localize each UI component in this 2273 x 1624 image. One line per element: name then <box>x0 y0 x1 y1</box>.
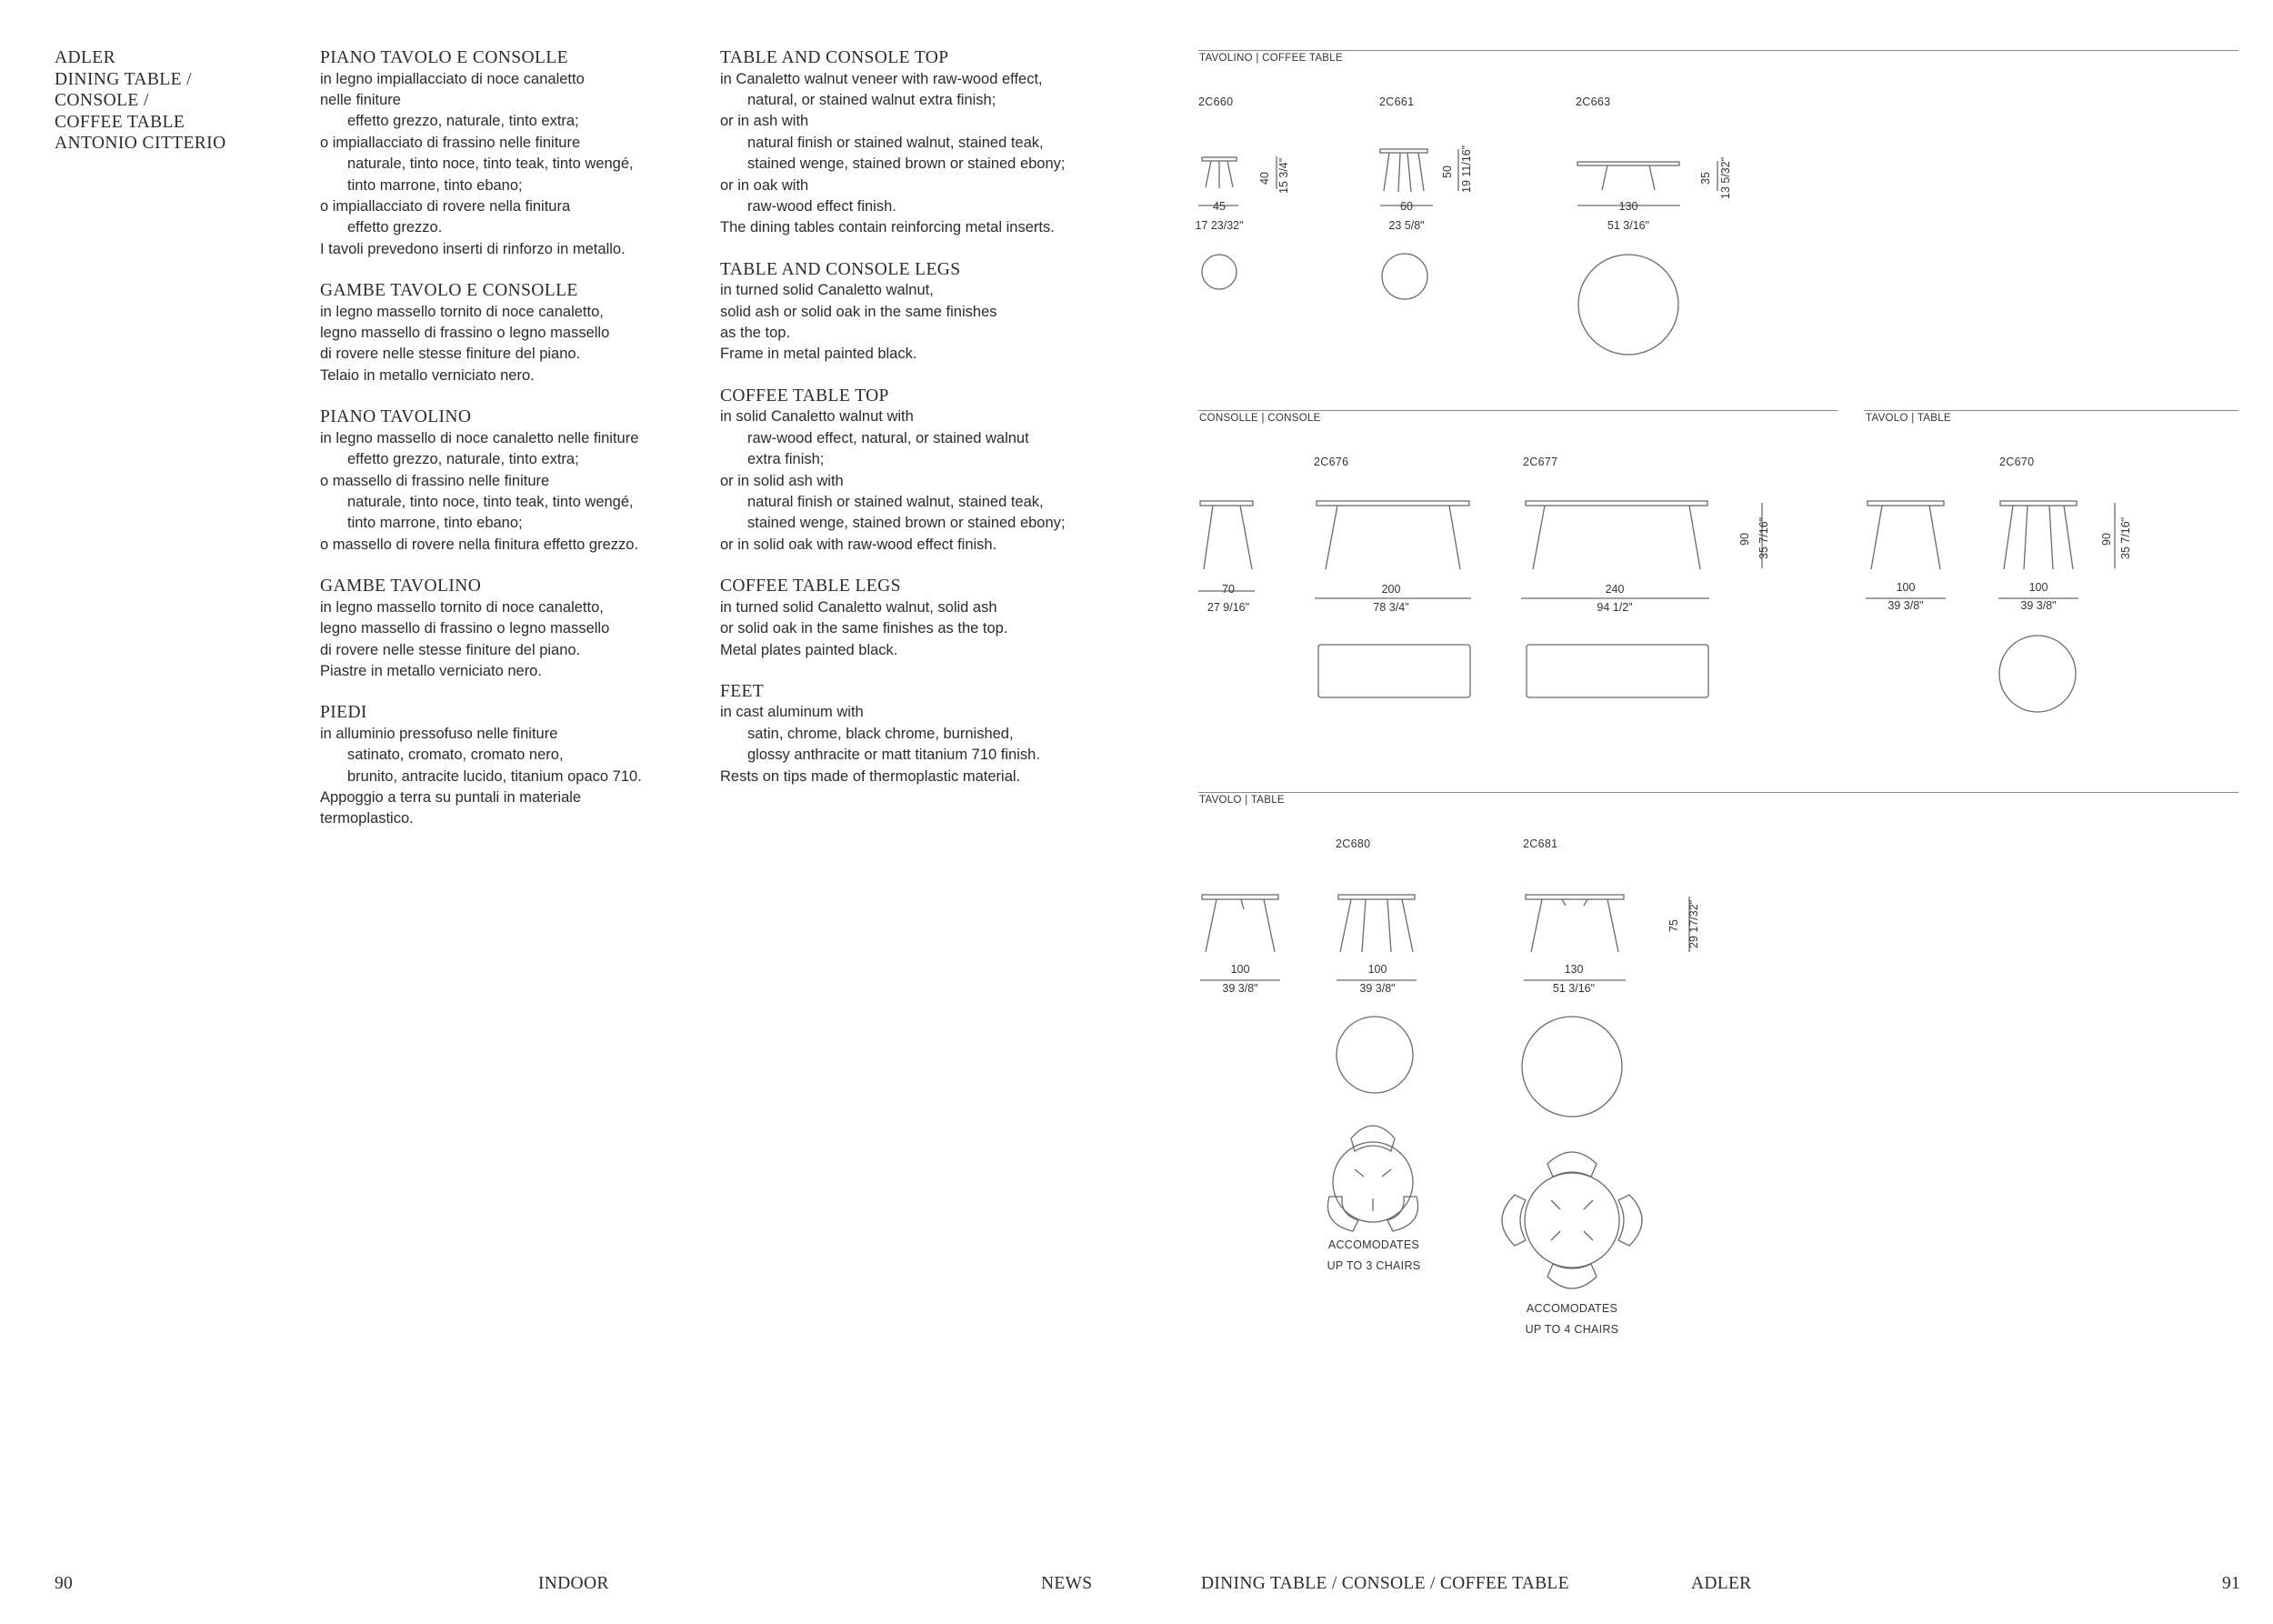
console-2c676-elevation <box>1315 501 1471 697</box>
spec-section-title: TABLE AND CONSOLE TOP <box>720 48 949 67</box>
width-cm: 130 <box>1564 963 1584 976</box>
console-2c677-elevation <box>1521 501 1762 697</box>
spec-line: glossy anthracite or matt titanium 710 finish. <box>747 747 1040 764</box>
height-in: 19 11/16" <box>1460 145 1473 193</box>
spec-line: stained wenge, stained brown or stained ebony; <box>747 155 1066 173</box>
spec-line: nelle finiture <box>320 91 401 108</box>
width-cm: 200 <box>1381 583 1401 596</box>
spec-line: effetto grezzo. <box>347 219 443 236</box>
spec-line: in turned solid Canaletto walnut, <box>720 282 934 299</box>
product-title-line: DINING TABLE / <box>55 69 192 89</box>
dining-table-2c680-plan <box>1337 1017 1413 1093</box>
product-title-line: COFFEE TABLE <box>55 112 185 132</box>
spec-section-title: GAMBE TAVOLO E CONSOLLE <box>320 281 578 301</box>
coffee-table-2c660-plan <box>1202 255 1237 289</box>
spec-line: naturale, tinto noce, tinto teak, tinto wengé, <box>347 155 634 173</box>
footer-tag: NEWS <box>1041 1574 1093 1593</box>
spec-line: or in solid oak with raw-wood effect finish. <box>720 536 997 553</box>
section-rule-console <box>1198 410 1837 411</box>
spec-section-title: TABLE AND CONSOLE LEGS <box>720 259 961 279</box>
spec-line: Piastre in metallo verniciato nero. <box>320 662 542 679</box>
width-in: 39 3/8" <box>1222 982 1258 995</box>
spec-line: raw-wood effect finish. <box>747 197 896 215</box>
width-in: 23 5/8" <box>1388 219 1425 232</box>
spec-line: natural finish or stained walnut, stained teak, <box>747 134 1044 151</box>
width-cm: 45 <box>1213 200 1226 213</box>
product-code: 2C663 <box>1576 95 1611 108</box>
table-2c670-plan <box>1999 636 2076 712</box>
spec-line: Frame in metal painted black. <box>720 346 917 363</box>
width-cm: 70 <box>1222 583 1235 596</box>
spec-line: stained wenge, stained brown or stained ebony; <box>747 515 1066 532</box>
spec-line: I tavoli prevedono inserti di rinforzo in metallo. <box>320 240 626 257</box>
accommodates-line: ACCOMODATES <box>1327 1238 1420 1251</box>
height-cm: 50 <box>1441 165 1454 178</box>
console-category: CONSOLLE | CONSOLE <box>1199 413 1321 424</box>
product-code: 2C680 <box>1336 837 1371 850</box>
spec-line: The dining tables contain reinforcing metal inserts. <box>720 219 1055 236</box>
height-cm: 40 <box>1258 172 1271 185</box>
width-cm: 240 <box>1605 583 1625 596</box>
spec-line: di rovere nelle stesse finiture del piano. <box>320 641 581 658</box>
spec-line: natural finish or stained walnut, stained teak, <box>747 494 1044 510</box>
height-cm: 90 <box>1738 533 1751 546</box>
spec-line: legno massello di frassino o legno massello <box>320 325 610 342</box>
spec-line: satinato, cromato, cromato nero, <box>347 747 564 764</box>
width-cm: 100 <box>1230 963 1250 976</box>
coffee-table-category: TAVOLINO | COFFEE TABLE <box>1199 53 1343 64</box>
width-in: 39 3/8" <box>1887 599 1924 612</box>
width-in: 39 3/8" <box>1359 982 1396 995</box>
product-title-line: ADLER <box>55 48 115 67</box>
footer-category: DINING TABLE / CONSOLE / COFFEE TABLE <box>1201 1574 1569 1593</box>
coffee-table-2c661-plan <box>1382 254 1427 299</box>
spec-line: o massello di frassino nelle finiture <box>320 472 550 489</box>
height-cm: 35 <box>1699 172 1712 185</box>
height-cm: 75 <box>1667 919 1680 932</box>
product-title-line: CONSOLE / <box>55 91 149 110</box>
product-code: 2C677 <box>1523 456 1558 468</box>
spec-line: in legno impiallacciato di noce canaletto <box>320 70 585 87</box>
spec-line: tinto marrone, tinto ebano; <box>347 176 523 194</box>
spec-line: termoplastico. <box>320 810 414 827</box>
spec-line: legno massello di frassino o legno massello <box>320 620 610 637</box>
width-in: 78 3/4" <box>1373 601 1409 614</box>
footer-product: ADLER <box>1691 1574 1752 1593</box>
spec-line: effetto grezzo, naturale, tinto extra; <box>347 113 579 130</box>
spec-section-title: PIANO TAVOLO E CONSOLLE <box>320 48 568 67</box>
accommodates-line: UP TO 4 CHAIRS <box>1525 1323 1619 1336</box>
width-in: 17 23/32" <box>1195 219 1244 232</box>
three-chair-layout <box>1327 1126 1417 1231</box>
spec-line: di rovere nelle stesse finiture del piano. <box>320 346 581 363</box>
product-code: 2C670 <box>1999 456 2035 468</box>
accommodates-line: ACCOMODATES <box>1526 1302 1618 1315</box>
width-cm: 100 <box>2028 581 2048 594</box>
width-cm: 130 <box>1618 200 1638 213</box>
width-cm: 100 <box>1896 581 1916 594</box>
page-number-right: 91 <box>2222 1574 2241 1593</box>
section-rule-table-high <box>1864 410 2238 411</box>
coffee-table-2c663-elevation <box>1577 161 1717 206</box>
spec-line: naturale, tinto noce, tinto teak, tinto wengé, <box>347 494 634 510</box>
spec-line: natural, or stained walnut extra finish; <box>747 91 996 108</box>
spec-line: or in oak with <box>720 176 809 194</box>
spec-section-title: COFFEE TABLE LEGS <box>720 576 901 596</box>
spec-line: o massello di rovere nella finitura effetto grezzo. <box>320 536 639 553</box>
width-in: 94 1/2" <box>1597 601 1633 614</box>
footer-section: INDOOR <box>538 1574 609 1593</box>
spec-section-title: PIEDI <box>320 703 367 723</box>
spec-section-title: GAMBE TAVOLINO <box>320 576 482 596</box>
table-category: TAVOLO | TABLE <box>1199 795 1285 806</box>
height-in: 35 7/16" <box>2119 516 2132 559</box>
width-in: 27 9/16" <box>1207 601 1250 614</box>
accommodates-3-chairs <box>1300 1235 1447 1277</box>
height-cm: 90 <box>2100 533 2113 546</box>
height-in: 35 7/16" <box>1757 516 1770 559</box>
spec-line: extra finish; <box>747 451 825 468</box>
console-side-elevation <box>1198 501 1255 591</box>
spec-line: solid ash or solid oak in the same finishes <box>720 303 997 320</box>
dining-table-2c681-plan <box>1522 1017 1622 1117</box>
table-high-category: TAVOLO | TABLE <box>1866 413 1951 424</box>
spec-line: Telaio in metallo verniciato nero. <box>320 366 535 384</box>
spec-section-title: FEET <box>720 681 765 701</box>
width-in: 51 3/16" <box>1607 219 1650 232</box>
product-title-line: ANTONIO CITTERIO <box>55 134 226 153</box>
accommodates-4-chairs <box>1498 1298 1646 1340</box>
spec-line: brunito, antracite lucido, titanium opaco 710. <box>347 767 642 785</box>
product-code: 2C660 <box>1198 95 1234 108</box>
spec-line: in legno massello tornito di noce canaletto, <box>320 598 604 616</box>
width-in: 51 3/16" <box>1552 982 1596 995</box>
spec-line: o impiallacciato di frassino nelle finiture <box>320 134 581 151</box>
section-rule-coffee <box>1198 50 2238 51</box>
product-code: 2C676 <box>1314 456 1349 468</box>
page-number-left: 90 <box>55 1574 74 1593</box>
spec-line: o impiallacciato di rovere nella finitura <box>320 197 571 215</box>
spec-line: Rests on tips made of thermoplastic material. <box>720 767 1021 785</box>
spec-line: in solid Canaletto walnut with <box>720 408 914 426</box>
spec-line: effetto grezzo, naturale, tinto extra; <box>347 451 579 468</box>
spec-line: in cast aluminum with <box>720 704 864 721</box>
height-in: 13 5/32" <box>1719 156 1732 199</box>
spec-line: satin, chrome, black chrome, burnished, <box>747 725 1014 742</box>
width-cm: 60 <box>1400 200 1413 213</box>
product-code: 2C661 <box>1379 95 1415 108</box>
spec-line: or in ash with <box>720 113 809 130</box>
spec-line: or solid oak in the same finishes as the top. <box>720 620 1008 637</box>
spec-section-title: COFFEE TABLE TOP <box>720 386 889 406</box>
spec-line: in alluminio pressofuso nelle finiture <box>320 725 558 742</box>
spec-line: Metal plates painted black. <box>720 641 898 658</box>
spec-line: Appoggio a terra su puntali in materiale <box>320 789 582 807</box>
width-in: 39 3/8" <box>2020 599 2057 612</box>
spec-section-title: PIANO TAVOLINO <box>320 407 472 427</box>
section-rule-table <box>1198 792 2238 793</box>
product-code: 2C681 <box>1523 837 1558 850</box>
height-in: 29 17/32" <box>1687 899 1700 948</box>
spec-line: in turned solid Canaletto walnut, solid ash <box>720 598 997 616</box>
spec-line: as the top. <box>720 325 791 342</box>
four-chair-layout <box>1502 1152 1642 1288</box>
coffee-table-2c663-plan <box>1578 255 1678 355</box>
spec-line: in legno massello di noce canaletto nelle finiture <box>320 429 639 446</box>
spec-line: tinto marrone, tinto ebano; <box>347 515 523 532</box>
height-in: 15 3/4" <box>1277 157 1290 194</box>
spec-line: or in solid ash with <box>720 472 844 489</box>
spec-line: in Canaletto walnut veneer with raw-wood effect, <box>720 70 1043 87</box>
accommodates-line: UP TO 3 CHAIRS <box>1327 1259 1421 1272</box>
spec-line: in legno massello tornito di noce canaletto, <box>320 303 604 320</box>
width-cm: 100 <box>1367 963 1387 976</box>
spec-line: raw-wood effect, natural, or stained walnut <box>747 429 1029 446</box>
